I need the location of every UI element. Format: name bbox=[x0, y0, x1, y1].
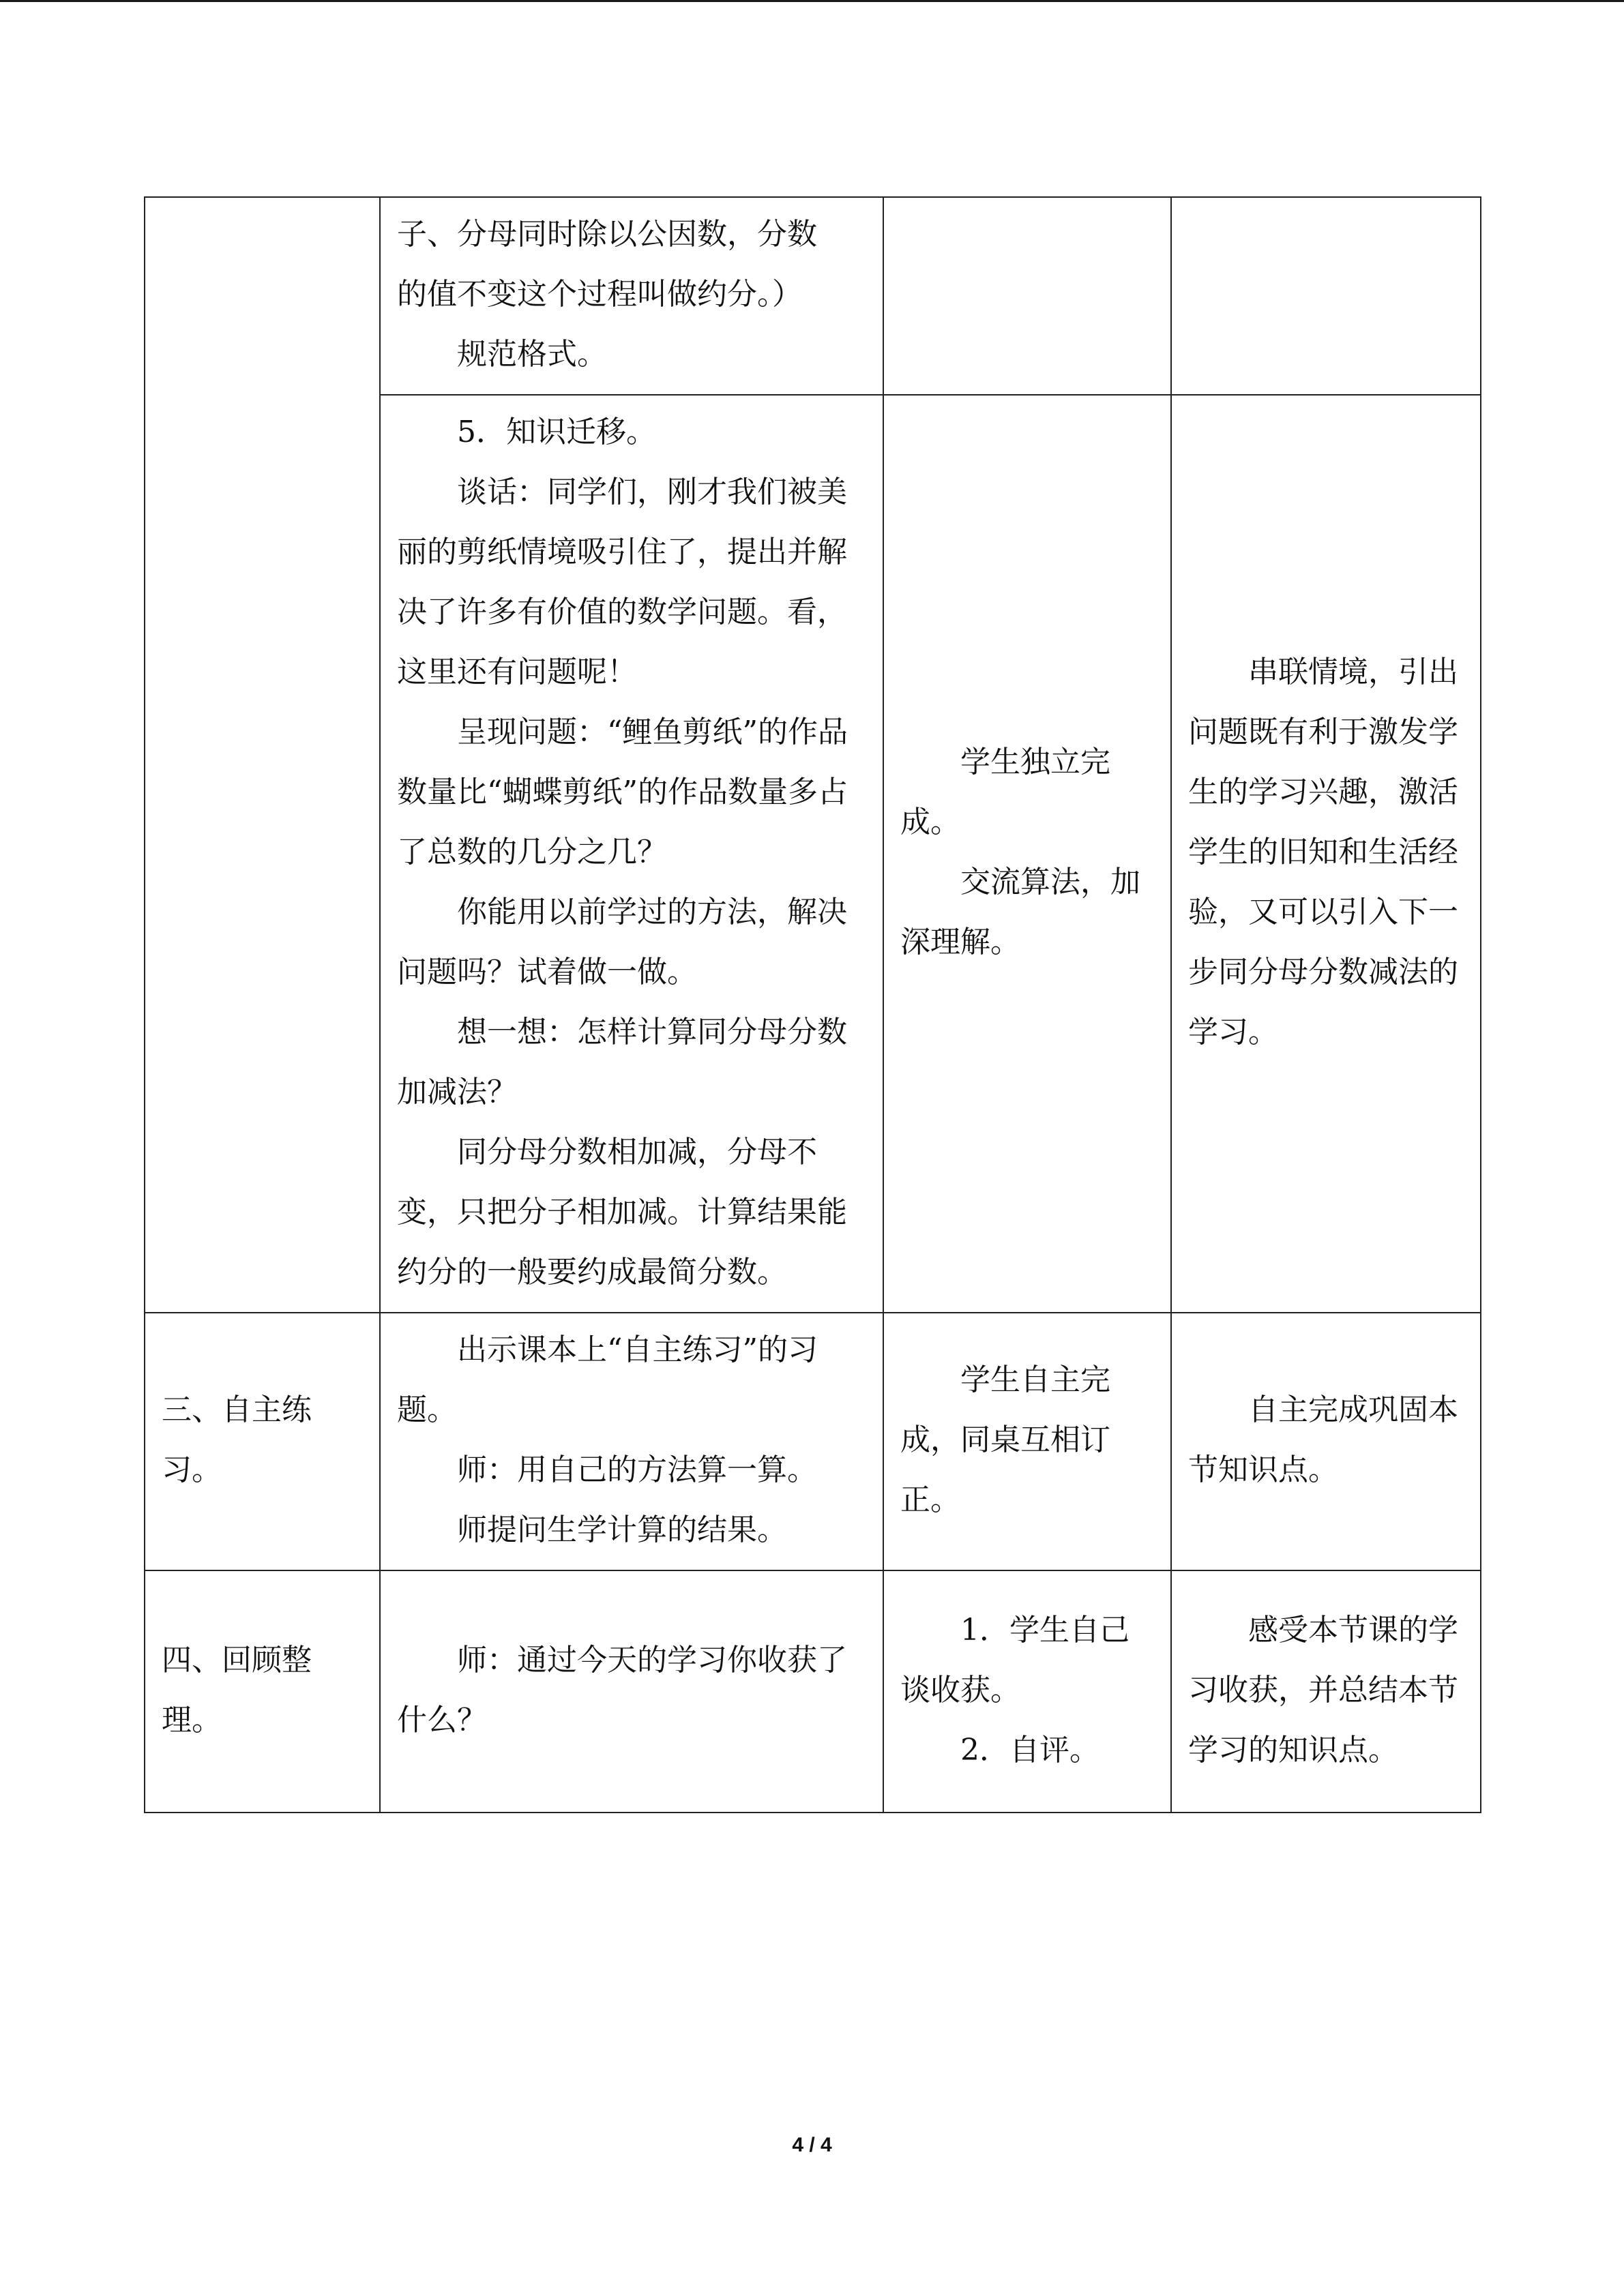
cell-paragraph: 你能用以前学过的方法，解决问题吗？试着做一做。 bbox=[397, 895, 847, 989]
design-intent-cell bbox=[1171, 395, 1481, 1313]
teacher-activity-cell bbox=[380, 197, 883, 395]
teacher-activity-content bbox=[381, 396, 883, 1312]
cell-paragraph: 呈现问题：“鲤鱼剪纸”的作品数量比“蝴蝶剪纸”的作品数量多占了总数的几分之几？ bbox=[397, 715, 848, 869]
student-activity-cell bbox=[883, 395, 1171, 1313]
cell-paragraph: 2．自评。 bbox=[960, 1732, 1099, 1768]
cell-paragraph: 的值不变这个过程叫做约分。） bbox=[397, 277, 802, 312]
teacher-activity-cell bbox=[380, 1313, 883, 1570]
student-activity-content bbox=[884, 288, 1170, 304]
table-row bbox=[145, 1570, 1481, 1813]
table-row bbox=[145, 1313, 1481, 1570]
stage-content bbox=[145, 747, 379, 763]
design-intent-cell bbox=[1171, 1313, 1481, 1570]
design-intent-content bbox=[1172, 1373, 1480, 1510]
student-activity-cell bbox=[883, 1313, 1171, 1570]
cell-paragraph: 交流算法，加深理解。 bbox=[900, 865, 1140, 959]
student-activity-cell bbox=[883, 197, 1171, 395]
cell-paragraph: 1．学生自己谈收获。 bbox=[900, 1612, 1130, 1708]
cell-paragraph: 5．知识迁移。 bbox=[457, 415, 656, 449]
student-activity-content bbox=[884, 1594, 1170, 1790]
cell-paragraph: 自主完成巩固本节知识点。 bbox=[1188, 1392, 1458, 1487]
table-row bbox=[145, 197, 1481, 395]
cell-paragraph: 师：通过今天的学习你收获了什么？ bbox=[397, 1642, 847, 1738]
cell-paragraph: 师提问生学计算的结果。 bbox=[457, 1512, 787, 1547]
cell-paragraph: 想一想：怎样计算同分母分数加减法？ bbox=[397, 1015, 847, 1109]
teacher-activity-content bbox=[381, 1313, 883, 1570]
cell-paragraph: 同分母分数相加减，分母不变，只把分子相加减。计算结果能约分的一般要约成最简分数。 bbox=[397, 1135, 847, 1289]
stage-cell bbox=[145, 1570, 380, 1813]
design-intent-content bbox=[1172, 1594, 1480, 1790]
design-intent-cell bbox=[1171, 197, 1481, 395]
stage-content bbox=[145, 1624, 379, 1760]
cell-paragraph: 四、回顾整理。 bbox=[162, 1642, 312, 1738]
design-intent-content bbox=[1172, 288, 1480, 304]
student-activity-cell bbox=[883, 1570, 1171, 1813]
cell-paragraph: 串联情境，引出问题既有利于激发学生的学习兴趣，激活学生的旧知和生活经验，又可以引入下一步同分母分数减法的学习。 bbox=[1188, 655, 1458, 1049]
cell-paragraph: 学生自主完成，同桌互相订正。 bbox=[900, 1362, 1110, 1517]
cell-paragraph: 师：用自己的方法算一算。 bbox=[457, 1452, 817, 1487]
design-intent-cell bbox=[1171, 1570, 1481, 1813]
student-activity-content bbox=[884, 726, 1170, 982]
teacher-activity-content bbox=[381, 198, 883, 394]
teacher-activity-cell bbox=[380, 395, 883, 1313]
cell-paragraph: 出示课本上“自主练习”的习题。 bbox=[397, 1332, 818, 1427]
teacher-activity-content bbox=[381, 1624, 883, 1760]
stage-cell bbox=[145, 197, 380, 1313]
student-activity-content bbox=[884, 1343, 1170, 1540]
stage-cell bbox=[145, 1313, 380, 1570]
lesson-plan-table bbox=[144, 196, 1481, 1813]
page-number: 4 / 4 bbox=[792, 2134, 832, 2156]
page-top-border bbox=[0, 0, 1624, 2]
teacher-activity-cell bbox=[380, 1570, 883, 1813]
cell-paragraph: 感受本节课的学习收获，并总结本节学习的知识点。 bbox=[1188, 1612, 1458, 1768]
cell-paragraph: 谈话：同学们，刚才我们被美丽的剪纸情境吸引住了，提出并解决了许多有价值的数学问题。看，这里还有问题呢！ bbox=[397, 475, 847, 689]
stage-content bbox=[145, 1373, 379, 1510]
design-intent-content bbox=[1172, 636, 1480, 1072]
cell-paragraph: 学生独立完成。 bbox=[900, 745, 1110, 839]
cell-paragraph: 三、自主练习。 bbox=[162, 1392, 312, 1487]
cell-paragraph: 子、分母同时除以公因数，分数 bbox=[397, 217, 817, 252]
cell-paragraph: 规范格式。 bbox=[457, 337, 607, 372]
